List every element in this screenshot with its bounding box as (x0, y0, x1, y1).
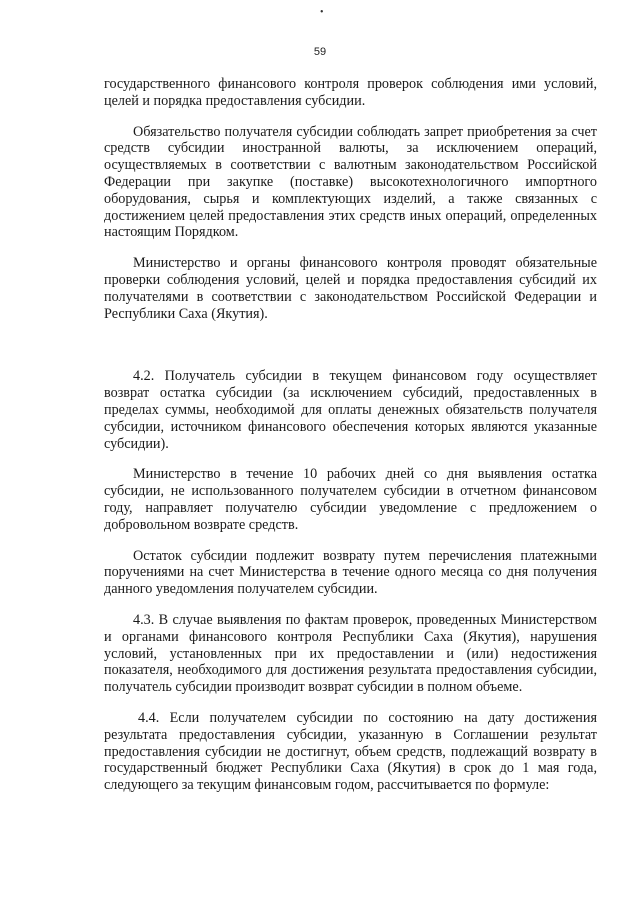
page-number: 59 (313, 46, 327, 58)
paragraph-mandatory-checks: Министерство и органы финансового контроля проводят обязательные проверки соблюдения условий, целей и порядка предоставления субсидий их получателями в соответствии с законодательством Российской Федерации и Республики Саха (Якутия). (104, 255, 597, 322)
paragraph-currency-ban: Обязательство получателя субсидии соблюдать запрет приобретения за счет средств субсидии иностранной валюты, за исключением операций, осуществляемых в соответствии с валютным законодательством Российской Федерации при закупке (поставке) высокотехнологичного импортного оборудования, сырья и комплектующих изделий, а также связанных с достижением целей предоставления этих средств иных операций, определенных настоящим Порядком. (104, 123, 597, 241)
paragraph-ministry-notice: Министерство в течение 10 рабочих дней со дня выявления остатка субсидии, не использованного получателем субсидии в отчетном финансовом году, направляет получателю субсидии уведомление с предложением о добровольном возврате средств. (104, 466, 597, 533)
scan-speck: • (320, 7, 324, 18)
paragraph-continuation: государственного финансового контроля проверок соблюдения ими условий, целей и порядка предоставления субсидии. (104, 76, 597, 109)
paragraph-section-4-3: 4.3. В случае выявления по фактам проверок, проведенных Министерством и органами финансового контроля Республики Саха (Якутия), нарушения условий, установленных при их предоставлении и (или) недостижения показателя, необходимого для достижения результата предоставления субсидии, получатель субсидии производит возврат субсидии в полном объеме. (104, 611, 597, 696)
document-body (104, 76, 597, 794)
paragraph-remainder-return: Остаток субсидии подлежит возврату путем перечисления платежными поручениями на счет Министерства в течение одного месяца со дня получения данного уведомления получателем субсидии. (104, 547, 597, 598)
paragraph-section-4-4: 4.4. Если получателем субсидии по состоянию на дату достижения результата предоставления субсидии, указанную в Соглашении результат предоставления субсидии не достигнут, объем средств, подлежащий возврату в государственный бюджет Республики Саха (Якутия) в срок до 1 мая года, следующего за текущим финансовым годом, рассчитывается по формуле: (104, 709, 597, 794)
paragraph-section-4-2: 4.2. Получатель субсидии в текущем финансовом году осуществляет возврат остатка субсидии (за исключением субсидий, предоставленных в пределах суммы, необходимой для оплаты денежных обязательств получателя субсидии, источником финансового обеспечения которых являются указанные субсидии). (104, 368, 597, 452)
